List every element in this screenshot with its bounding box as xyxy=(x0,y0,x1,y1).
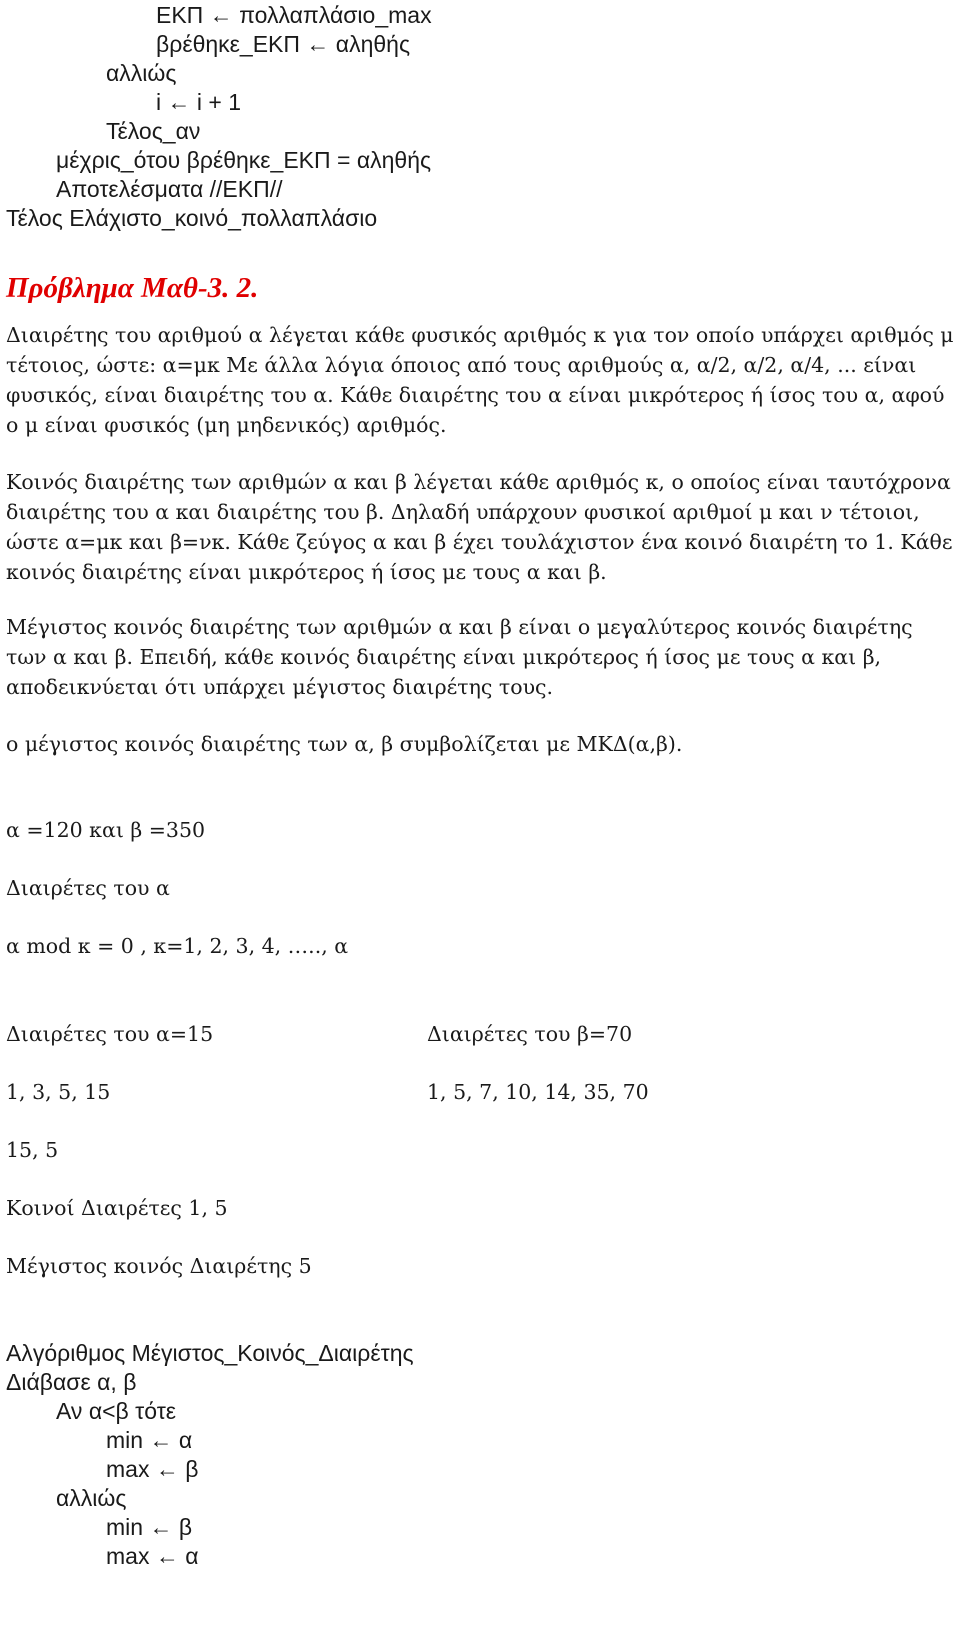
code-line: ΕΚΠ ← πολλαπλάσιο_max xyxy=(156,2,432,28)
paragraph-gcd-definition: Μέγιστος κοινός διαιρέτης των αριθμών α και β είναι ο μεγαλύτερος κοινός διαιρέτης των α και β. Επειδή, κάθε κοινός διαιρέτης είναι μικρότερος ή ίσος με τους α και β, αποδεικνύεται ότι υπάρχει μέγιστος διαιρέτης τους. xyxy=(6,615,913,699)
divisors-a-label: Διαιρέτες του α=15 xyxy=(6,1022,214,1046)
example-divisors-label: Διαιρέτες του α xyxy=(6,876,170,900)
divisors-a-values: 1, 3, 5, 15 xyxy=(6,1080,111,1104)
divisors-b-label: Διαιρέτες του β=70 xyxy=(427,1022,633,1046)
code-line: min ← α xyxy=(106,1427,193,1453)
code-line: Διάβασε α, β xyxy=(6,1369,137,1395)
gcd-line: Μέγιστος κοινός Διαιρέτης 5 xyxy=(6,1254,312,1278)
divisors-b-values: 1, 5, 7, 10, 14, 35, 70 xyxy=(427,1080,649,1104)
paragraph-divisor-definition: Διαιρέτης του αριθμού α λέγεται κάθε φυσικός αριθμός κ για τον οποίο υπάρχει αριθμός μ τέτοιος, ώστε: α=μκ Με άλλα λόγια όποιος από τους αριθμούς α, α/2, α/2, α/4, ... είναι φυσικός, είναι διαιρέτης του α. Κάθε διαιρέτης του α είναι μικρότερος ή ίσος του α, αφού ο μ είναι φυσικός (μη μηδενικός) αριθμός. xyxy=(6,323,954,437)
paragraph-gcd-notation: ο μέγιστος κοινός διαιρέτης των α, β συμβολίζεται με ΜΚΔ(α,β). xyxy=(6,732,683,756)
paragraph-common-divisor: Κοινός διαιρέτης των αριθμών α και β λέγεται κάθε αριθμός κ, ο οποίος είναι ταυτόχρονα διαιρέτης του α και διαιρέτης του β. Δηλαδή υπάρχουν φυσικοί αριθμοί μ και ν τέτοιοι, ώστε α=μκ και β=νκ. Κάθε ζεύγος α και β έχει τουλάχιστον ένα κοινό διαιρέτη το 1. Κάθε κοινός διαιρέτης είναι μικρότερος ή ίσος με τους α και β. xyxy=(6,470,953,584)
code-line: max ← α xyxy=(106,1543,199,1569)
code-line: max ← β xyxy=(106,1456,199,1482)
code-line: αλλιώς xyxy=(56,1485,127,1511)
problem-heading: Πρόβλημα Μαθ-3. 2. xyxy=(6,272,259,304)
pair-line: 15, 5 xyxy=(6,1138,59,1162)
code-line: Αν α<β τότε xyxy=(56,1398,177,1424)
code-line: Τέλος_αν xyxy=(106,118,201,144)
code-line: μέχρις_ότου βρέθηκε_ΕΚΠ = αληθής xyxy=(56,147,432,173)
example-mod-line: α mod κ = 0 , κ=1, 2, 3, 4, ….., α xyxy=(6,934,349,958)
code-line: Αποτελέσματα //ΕΚΠ// xyxy=(56,176,283,202)
code-line: min ← β xyxy=(106,1514,193,1540)
code-line: i ← i + 1 xyxy=(156,89,242,115)
code-line: βρέθηκε_ΕΚΠ ← αληθής xyxy=(156,31,411,57)
code-line: αλλιώς xyxy=(106,60,177,86)
common-divisors-line: Κοινοί Διαιρέτες 1, 5 xyxy=(6,1196,228,1220)
code-line: Τέλος Ελάχιστο_κοινό_πολλαπλάσιο xyxy=(6,205,378,231)
code-line: Αλγόριθμος Μέγιστος_Κοινός_Διαιρέτης xyxy=(6,1340,414,1366)
example-values: α =120 και β =350 xyxy=(6,818,206,842)
